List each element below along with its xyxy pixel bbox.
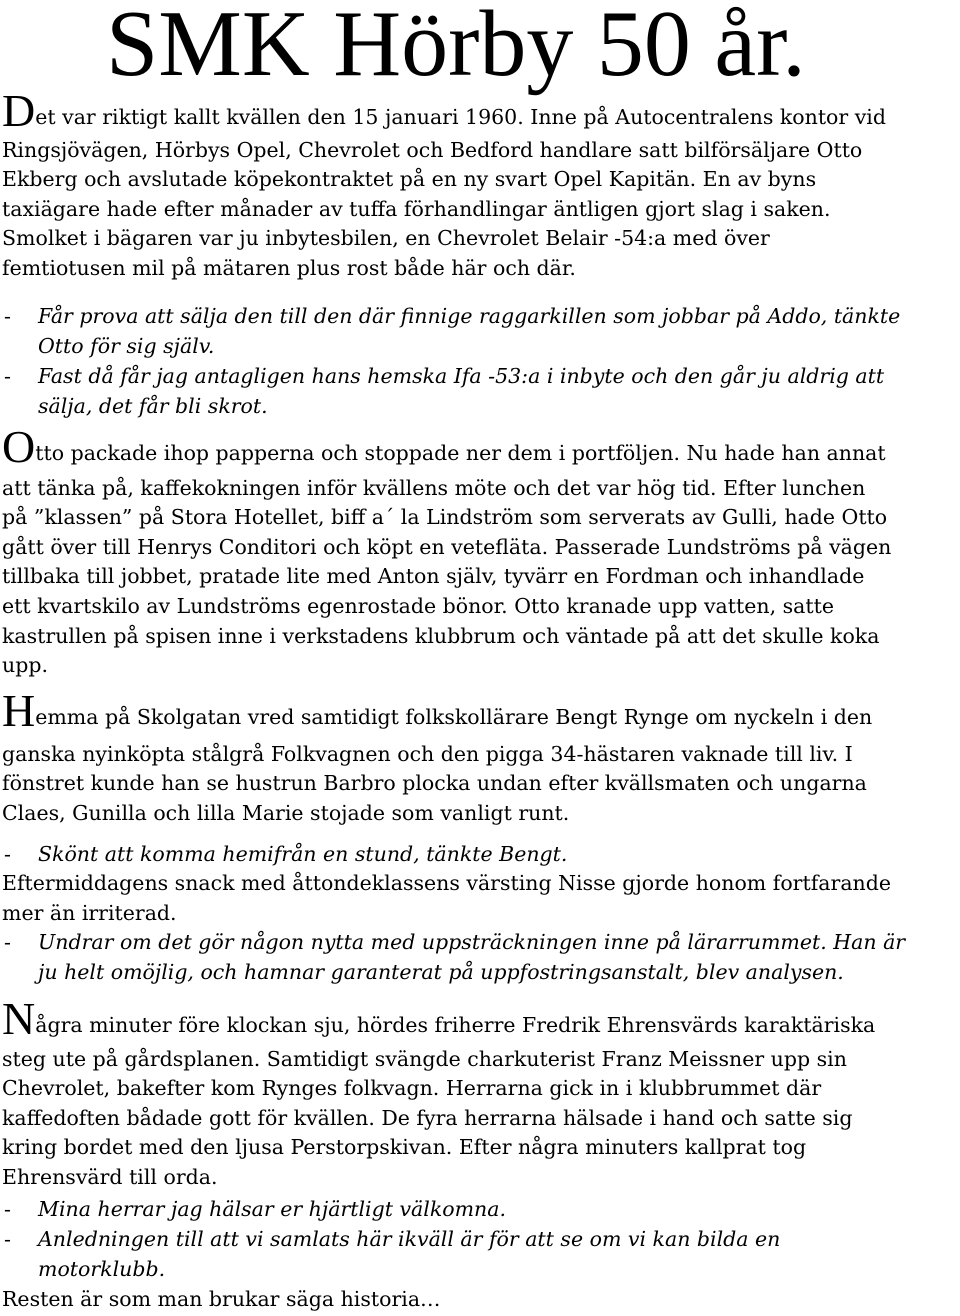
paragraph-line: kring bordet med den ljusa Perstorpskivan. Efter några minuters kallprat tog [2,1135,807,1160]
paragraph-line: gått över till Henrys Conditori och köpt en vetefläta. Passerade Lundströms på vägen [2,534,892,559]
dialogue-text: sälja, det får bli skrot. [38,393,268,418]
paragraph-line: Hemma på Skolgatan vred samtidigt folkskollärare Bengt Rynge om nyckeln i den [2,685,873,736]
dialogue-text: ju helt omöjlig, och hamnar garanterat på uppfostringsanstalt, blev analysen. [38,959,844,984]
paragraph-line: att tänka på, kaffekokningen inför kvällens möte och det var hög tid. Efter lunchen [2,475,866,500]
dialogue-dash: - [4,1197,11,1221]
paragraph-line: kaffedoften bådade gott för kvällen. De fyra herrarna hälsade i hand och satte sig [2,1105,853,1130]
document-title: SMK Hörby 50 år. [106,0,806,96]
drop-cap: O [2,421,36,472]
dialogue-dash: - [4,304,11,328]
dialogue-text: Anledningen till att vi samlats här ikväll är för att se om vi kan bilda en [38,1227,781,1251]
paragraph-otto [2,421,958,681]
paragraph-line: Det var riktigt kallt kvällen den 15 januari 1960. Inne på Autocentralens kontor vid [2,85,886,136]
dialogue-text: Mina herrar jag hälsar er hjärtligt välkomna. [38,1197,506,1221]
paragraph-line: Ehrensvärd till orda. [2,1164,218,1189]
paragraph-line: Några minuter före klockan sju, hördes friherre Fredrik Ehrensvärds karaktäriska [2,993,876,1044]
paragraph-bengt [2,685,958,828]
dialogue-line [2,362,958,421]
dialogue-text: motorklubb. [38,1256,166,1281]
paragraph-line: femtiotusen mil på mätaren plus rost både här och där. [2,255,576,280]
paragraph-line: steg ute på gårdsplanen. Samtidigt svängde charkuterist Franz Meissner upp sin [2,1046,847,1071]
paragraph-line: upp. [2,653,48,678]
paragraph-line: Otto packade ihop papperna och stoppade ner dem i portföljen. Nu hade han annat [2,421,886,472]
paragraph-line: ett kvartskilo av Lundströms egenrostade bönor. Otto kranade upp vatten, satte [2,593,834,618]
dialogue-dash: - [4,842,11,866]
paragraph-nisse [2,869,958,928]
drop-cap: D [2,85,36,136]
paragraph-line: mer än irriterad. [2,900,177,925]
dialogue-line [2,1195,958,1225]
drop-cap: H [2,685,36,736]
dialogue-line [2,1225,958,1284]
paragraph-line: tillbaka till jobbet, pratade lite med Anton själv, tyvärr en Fordman och inhandlade [2,564,865,589]
dialogue-line [2,302,958,361]
paragraph-line: på ”klassen” på Stora Hotellet, biff a´ la Lindström som serverats av Gulli, hade Otto [2,505,888,530]
paragraph-line: Chevrolet, bakefter kom Rynges folkvagn. Herrarna gick in i klubbrummet där [2,1076,822,1101]
paragraph-meeting [2,993,958,1193]
dialogue-line [2,928,958,987]
closing-line: Resten är som man brukar säga historia… [2,1287,441,1311]
paragraph-line: fönstret kunde han se hustrun Barbro plocka undan efter kvällsmaten och ungarna [2,771,867,796]
dialogue-line [2,840,958,870]
paragraph-line: Eftermiddagens snack med åttondeklassens värsting Nisse gjorde honom fortfarande [2,871,891,895]
paragraph-line: kastrullen på spisen inne i verkstadens klubbrum och väntade på att det skulle koka [2,623,880,648]
dialogue-text: Otto för sig själv. [38,333,215,358]
dialogue-text: Skönt att komma hemifrån en stund, tänkte Bengt. [38,842,568,866]
dialogue-dash: - [4,364,11,388]
dialogue-dash: - [4,930,11,954]
dialogue-text: Fast då får jag antagligen hans hemska Ifa -53:a i inbyte och den går ju aldrig att [38,364,885,388]
paragraph-line: Claes, Gunilla och lilla Marie stojade som vanligt runt. [2,800,570,825]
dialogue-text: Undrar om det gör någon nytta med uppsträckningen inne på lärarrummet. Han är [38,930,906,954]
dialogue-text: Får prova att sälja den till den där finnige raggarkillen som jobbar på Addo, tänkte [38,304,901,328]
paragraph-line: ganska nyinköpta stålgrå Folkvagnen och den pigga 34-hästaren vaknade till liv. I [2,741,853,766]
paragraph-line: Ekberg och avslutade köpekontraktet på en ny svart Opel Kapitän. En av byns [2,167,817,192]
paragraph-line: Ringsjövägen, Hörbys Opel, Chevrolet och Bedford handlare satt bilförsäljare Otto [2,137,863,162]
paragraph-intro [2,85,958,284]
paragraph-line: taxiägare hade efter månader av tuffa förhandlingar äntligen gjort slag i saken. [2,196,831,221]
paragraph-line: Smolket i bägaren var ju inbytesbilen, en Chevrolet Belair -54:a med över [2,226,770,251]
drop-cap: N [2,993,36,1044]
dialogue-dash: - [4,1227,11,1251]
